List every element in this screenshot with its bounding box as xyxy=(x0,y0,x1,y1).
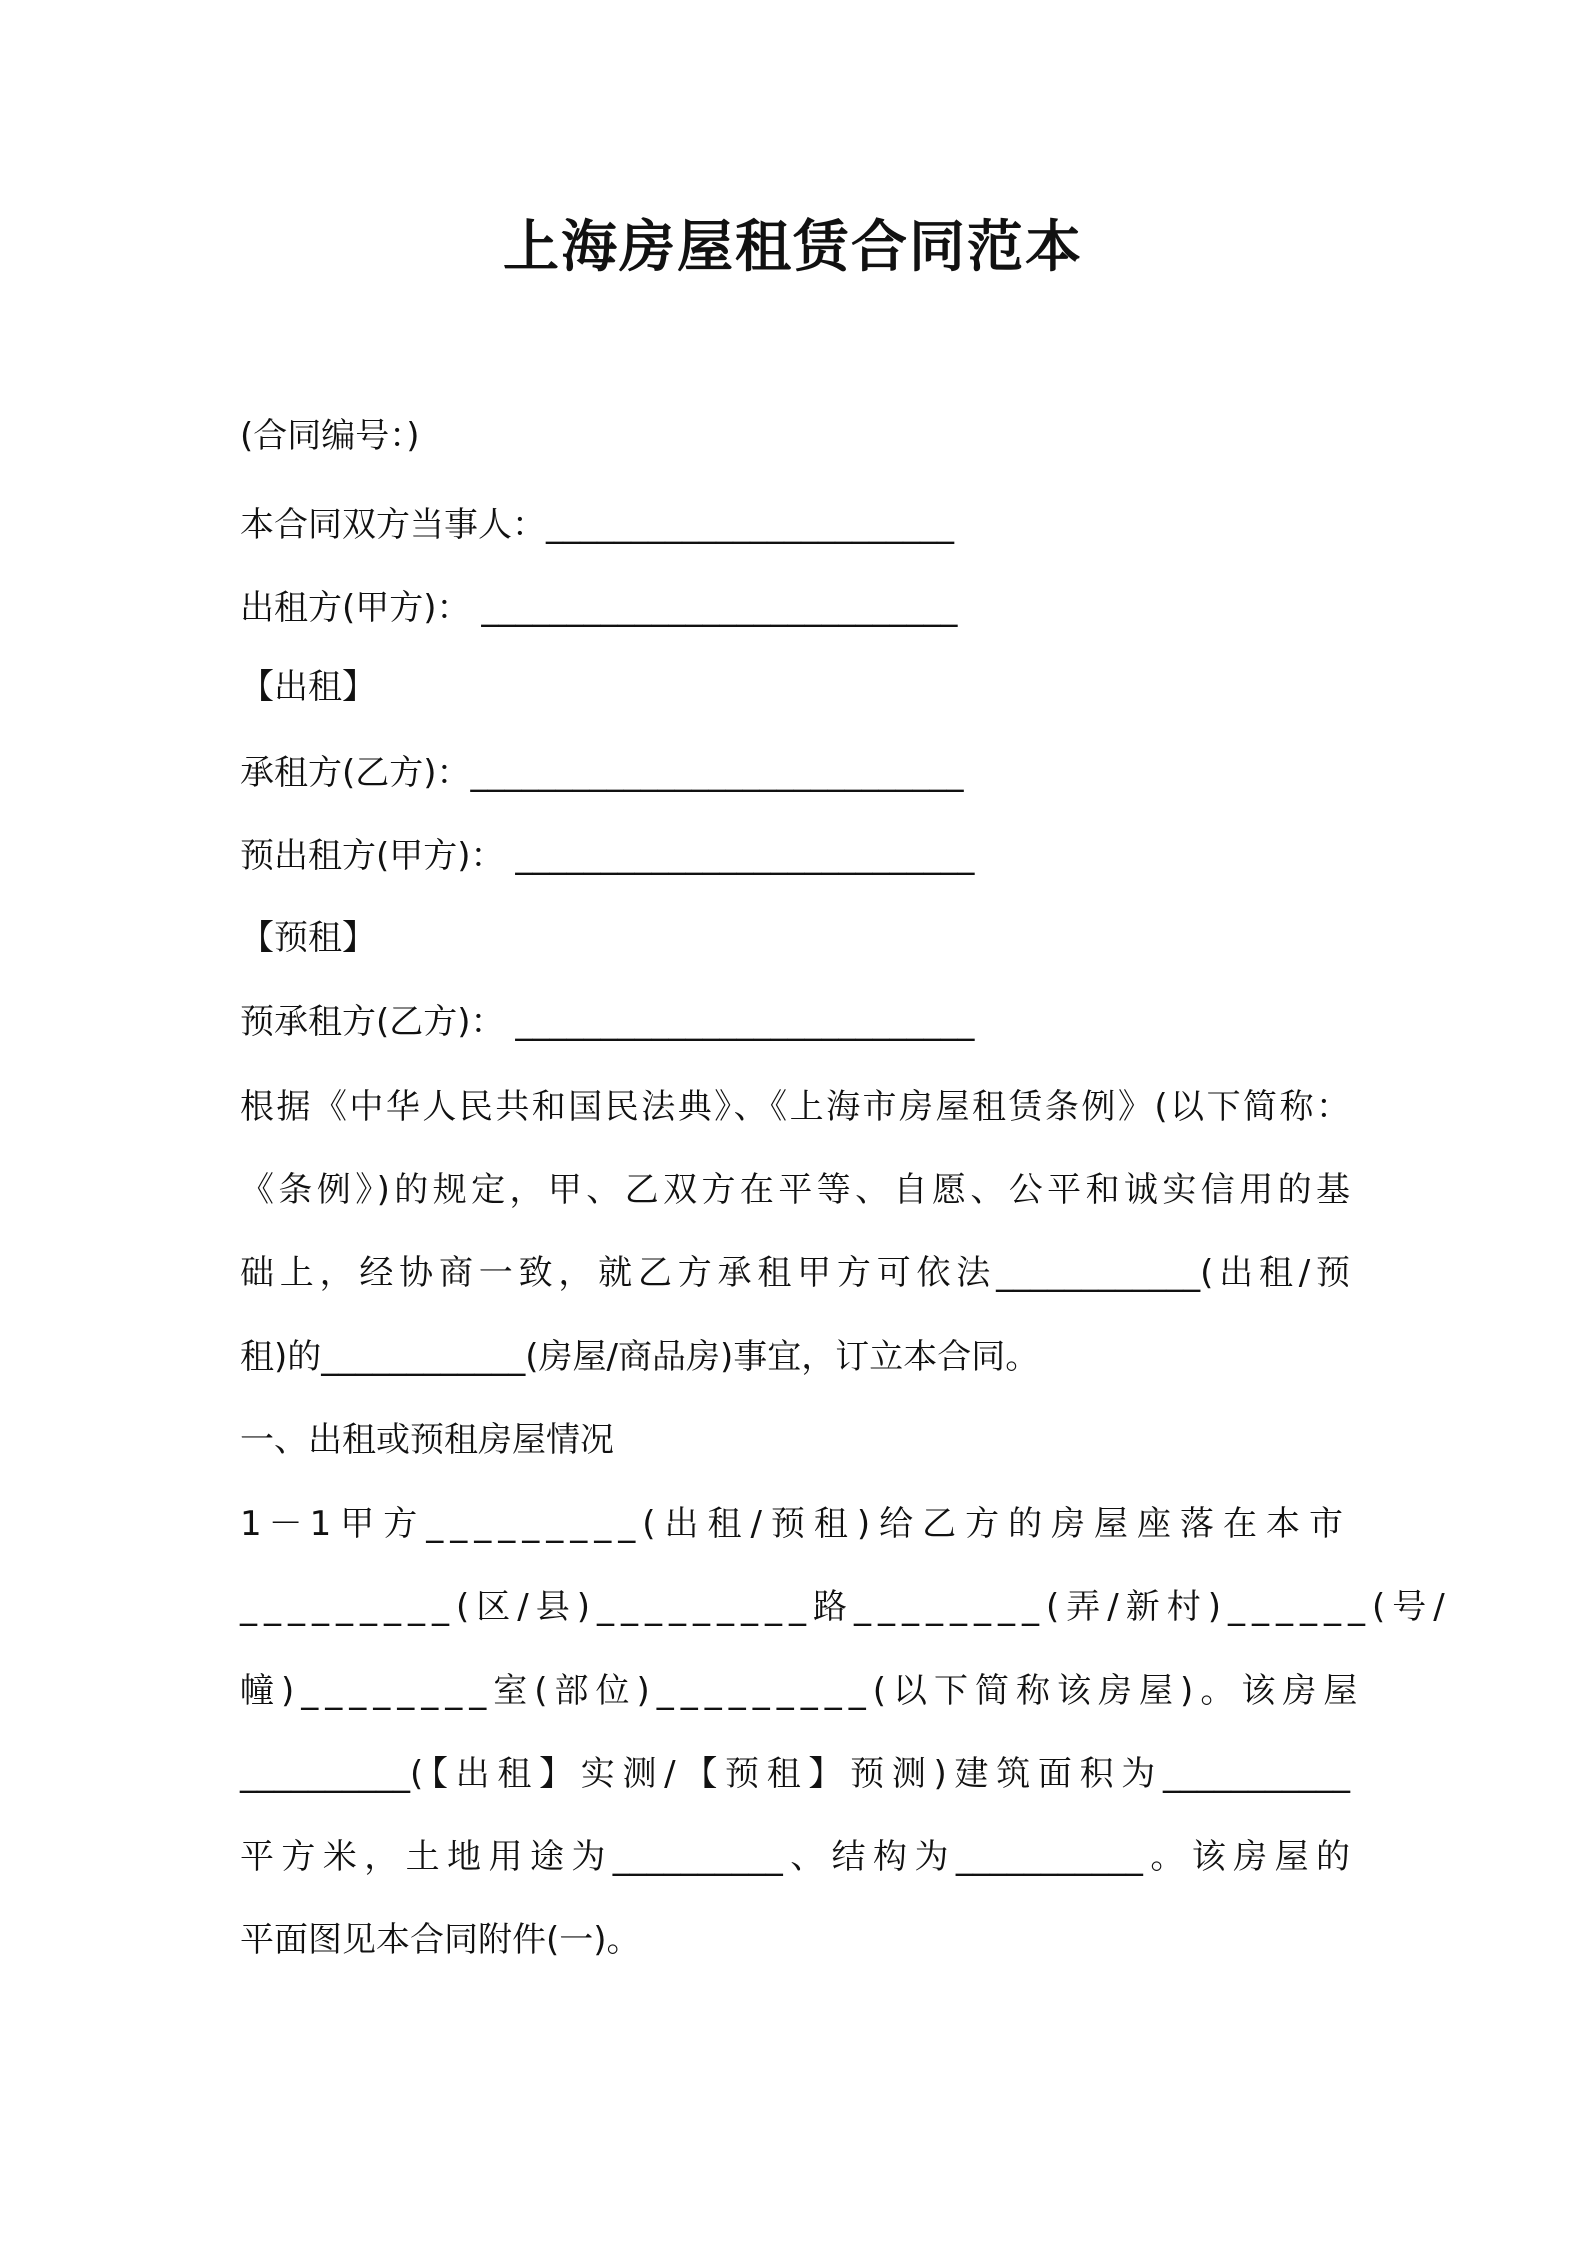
pre-lessor-line: 预出租方(甲方)： ___________________________ xyxy=(240,836,975,876)
lessee-line: 承租方(乙方)：_____________________________ xyxy=(240,753,964,793)
pre-lessee-line: 预承租方(乙方)： ___________________________ xyxy=(240,1002,975,1042)
section-line: _________(区/县)_________路________(弄/新村)______(号/ xyxy=(240,1587,1452,1627)
section-line: __________(【出租】实测/【预租】预测)建筑面积为___________ xyxy=(240,1754,1350,1794)
parties-intro: 本合同双方当事人：________________________ xyxy=(240,505,954,545)
section-line: 平面图见本合同附件(一)。 xyxy=(240,1920,641,1960)
document-title: 上海房屋租赁合同范本 xyxy=(503,215,1083,280)
prerent-tag: 【预租】 xyxy=(240,918,376,958)
preamble-line: 础上，经协商一致，就乙方承租甲方可依法____________(出租/预 xyxy=(240,1253,1350,1293)
section-line: 平方米，土地用途为__________、结构为___________。该房屋的 xyxy=(240,1837,1350,1877)
preamble-line: 租)的____________(房屋/商品房)事宜，订立本合同。 xyxy=(240,1337,1040,1377)
contract-number: (合同编号：) xyxy=(240,416,420,456)
lessor-line: 出租方(甲方)： ____________________________ xyxy=(240,588,958,628)
section-line: 1－1甲方_________(出租/预租)给乙方的房屋座落在本市 xyxy=(240,1504,1350,1544)
preamble-line: 《条例》)的规定，甲、乙双方在平等、自愿、公平和诚实信用的基 xyxy=(240,1170,1350,1210)
section-line: 幢)________室(部位)_________(以下简称该房屋)。该房屋 xyxy=(240,1671,1365,1711)
preamble-line: 根据《中华人民共和国民法典》、《上海市房屋租赁条例》(以下简称： xyxy=(240,1087,1350,1127)
rent-tag: 【出租】 xyxy=(240,667,376,707)
section-heading: 一、出租或预租房屋情况 xyxy=(240,1420,614,1460)
